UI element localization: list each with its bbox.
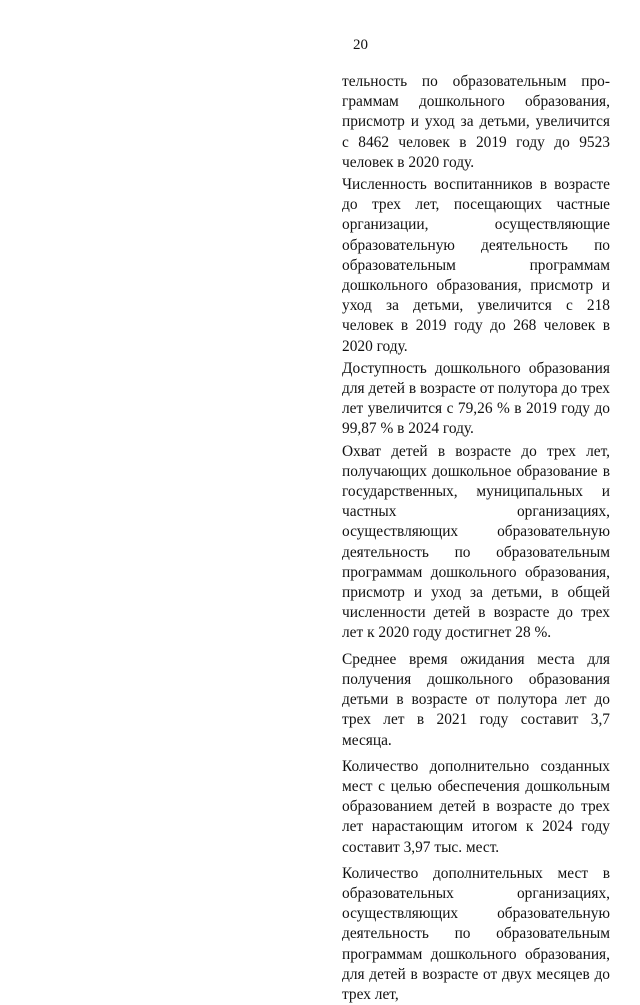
paragraph-additional-places: Количество дополнительных мест в образовательных организациях, осуществляющих образовательную деятельность по образовательным программам дошкольного образования, для детей в возрасте от двух месяцев до трех лет, (342, 864, 610, 1003)
paragraph-private-organizations: Численность воспитанников в возрасте до трех лет, посещающих частные организации, осуществляющие образовательную деятельность по образовательным программам дошкольного образования, присмотр и уход за детьми, увеличится с 218 человек в 2019 году до 268 человек в 2020 году. (342, 176, 610, 355)
page-number: 20 (353, 37, 368, 53)
paragraph-waiting-time: Среднее время ожидания места для получения дошкольного образования детьми в возрасте от полутора лет до трех лет в 2021 году составит 3,7 месяца. (342, 650, 610, 749)
paragraph-continuation: тельность по образовательным про-граммам дошкольного образования, присмотр и уход за детьми, увеличится с 8462 человек в 2019 году до 9523 человек в 2020 году. (342, 73, 610, 171)
paragraph-availability: Доступность дошкольного образования для детей в возрасте от полутора до трех лет увеличится с 79,26 % в 2019 году до 99,87 % в 2024 году. (342, 359, 610, 438)
paragraph-created-places: Количество дополнительно созданных мест с целью обеспечения дошкольным образованием детей в возрасте до трех лет нарастающим итогом к 2024 году составит 3,97 тыс. мест. (342, 757, 610, 856)
paragraph-coverage: Охват детей в возрасте до трех лет, получающих дошкольное образование в государственных, муниципальных и частных организациях, осуществляющих образовательную деятельность по образовательным программам дошкольного образования, присмотр и уход за детьми, в общей численности детей в возрасте до трех лет к 2020 году достигнет 28 %. (342, 442, 610, 642)
text-column (342, 72, 610, 1005)
